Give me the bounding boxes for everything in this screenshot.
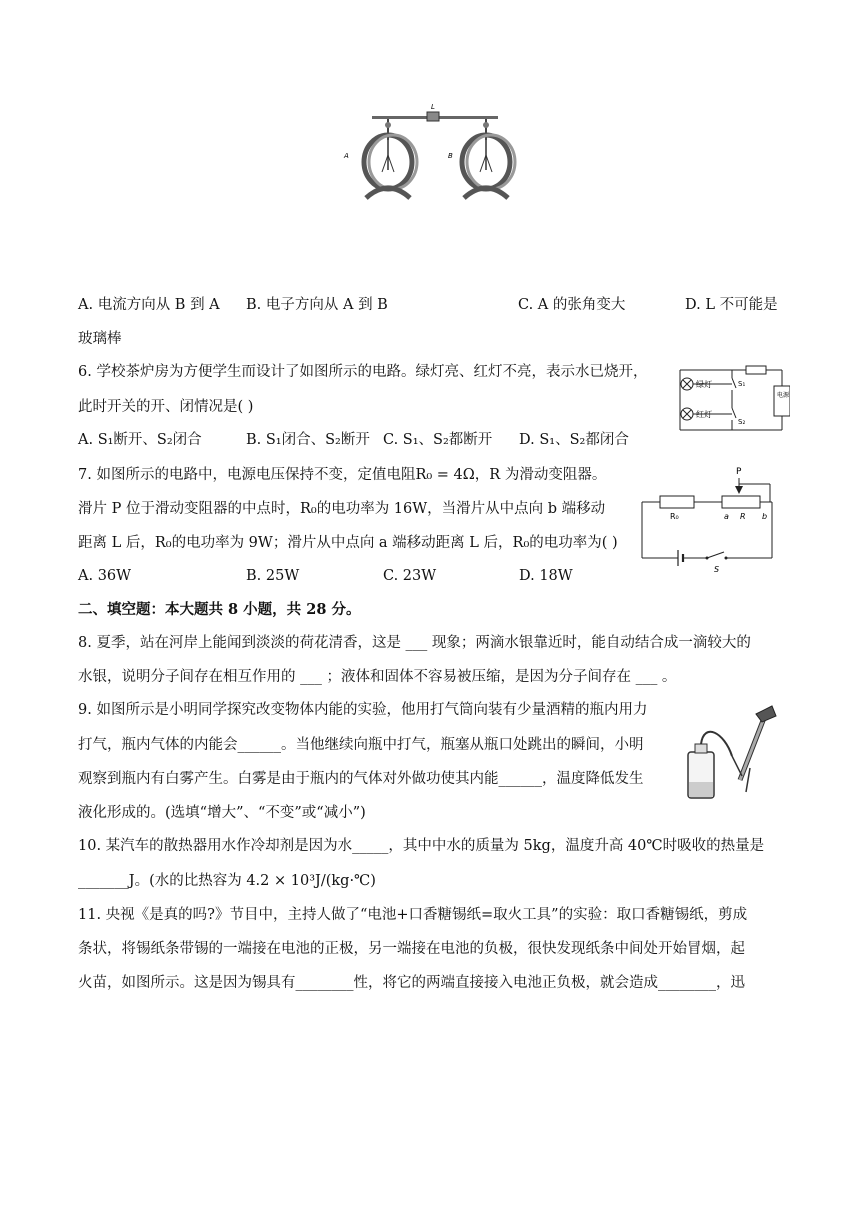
q11-text-line-2: 条状，将锡纸条带锡的一端接在电池的正极，另一端接在电池的负极，很快发现纸条中间处开始冒烟，起 [78,941,745,957]
q5-option-c: C. A 的张角变大 [518,297,626,313]
end-b-label: b [762,512,768,521]
q7-option-d: D. 18W [519,568,573,584]
q7-option-c: C. 23W [383,568,437,584]
q6-option-b: B. S₁闭合、S₂断开 [246,432,370,448]
power-source-label: 电源 [777,392,790,399]
r0-label: R₀ [670,512,679,521]
switch-s2-label: S₂ [738,418,746,426]
q9-text-line-3: 观察到瓶内有白雾产生。白雾是由于瓶内的气体对外做功使其内能______，温度降低发生 [78,771,644,787]
r-label: R [740,512,746,521]
q7-text-line-2: 滑片 P 位于滑动变阻器的中点时，R₀的电功率为 16W，当滑片从中点向 b 端移动 [78,501,606,517]
q6-option-d: D. S₁、S₂都闭合 [519,432,629,448]
q8-text-line-1: 8. 夏季，站在河岸上能闻到淡淡的荷花清香，这是 ___ 现象；两滴水银靠近时，能自动结合成一滴较大的 [78,635,751,651]
label-L: L [431,103,435,111]
switch-s1 [732,378,736,388]
switch-s [707,552,724,558]
q10-text-line-1: 10. 某汽车的散热器用水作冷却剂是因为水_____，其中中水的质量为 5kg，温度升高 40℃时吸收的热量是 [78,838,765,854]
slider-p-label: P [736,467,742,477]
q6-text-line-1: 6. 学校茶炉房为方便学生而设计了如图所示的电路。绿灯亮、红灯不亮，表示水已烧开， [78,364,648,380]
q7-text-line-3: 距离 L 后，R₀的电功率为 9W；滑片从中点向 a 端移动距离 L 后，R₀的电功率为( ) [78,535,618,551]
q7-circuit-figure [636,462,782,574]
q6-option-c: C. S₁、S₂都断开 [383,432,493,448]
q6-option-a: A. S₁断开、S₂闭合 [78,432,202,448]
switch-s-label: S [714,565,720,574]
q8-text-line-2: 水银，说明分子间存在相互作用的 ___ ；液体和固体不容易被压缩，是因为分子间存在 ___ 。 [78,669,677,685]
q7-option-a: A. 36W [78,568,132,584]
red-lamp-label: 红灯 [696,410,712,419]
q5-option-d: D. L 不可能是 [685,297,778,313]
heater-resistor [746,366,766,374]
q11-text-line-1: 11. 央视《是真的吗?》节目中，主持人做了“电池+口香糖锡纸=取火工具”的实验：取口香糖锡纸，剪成 [78,907,748,923]
switch-s2 [732,408,736,418]
q10-text-line-2: _______J。(水的比热容为 4.2 × 10³J/(kg·℃) [78,873,376,889]
electroscope-A [343,119,417,198]
q9-text-line-4: 液化形成的。(选填“增大”、“不变”或“减小”) [78,805,366,821]
electroscope-B [448,119,515,198]
fixed-resistor-r0 [660,496,694,508]
q9-bottle-pump-figure [684,702,784,802]
q5-option-d-continued: 玻璃棒 [78,331,122,347]
q11-text-line-3: 火苗，如图所示。这是因为锡具有________性，将它的两端直接接入电池正负极，就会造成________，迅 [78,975,745,991]
q5-option-a: A. 电流方向从 B 到 A [78,297,220,313]
section-2-title: 二、填空题：本大题共 8 小题，共 28 分。 [78,601,361,618]
green-lamp-label: 绿灯 [696,380,712,389]
switch-s1-label: S₁ [738,380,746,388]
q7-text-line-1: 7. 如图所示的电路中，电源电压保持不变，定值电阻R₀ = 4Ω，R 为滑动变阻器。 [78,467,607,483]
rheostat-r [722,496,760,508]
end-a-label: a [724,512,729,521]
q9-text-line-2: 打气，瓶内气体的内能会______。当他继续向瓶中打气，瓶塞从瓶口处跳出的瞬间，小明 [78,737,644,753]
q5-option-b: B. 电子方向从 A 到 B [246,297,388,313]
q7-option-b: B. 25W [246,568,300,584]
label-B: B [448,152,453,160]
label-A: A [344,152,349,160]
power-source [774,386,790,416]
q9-text-line-1: 9. 如图所示是小明同学探究改变物体内能的实验，他用打气筒向装有少量酒精的瓶内用力 [78,702,648,718]
q6-text-line-2: 此时开关的开、闭情况是( ) [78,399,254,415]
q6-circuit-figure [674,364,790,434]
electroscope-figure [338,100,528,205]
